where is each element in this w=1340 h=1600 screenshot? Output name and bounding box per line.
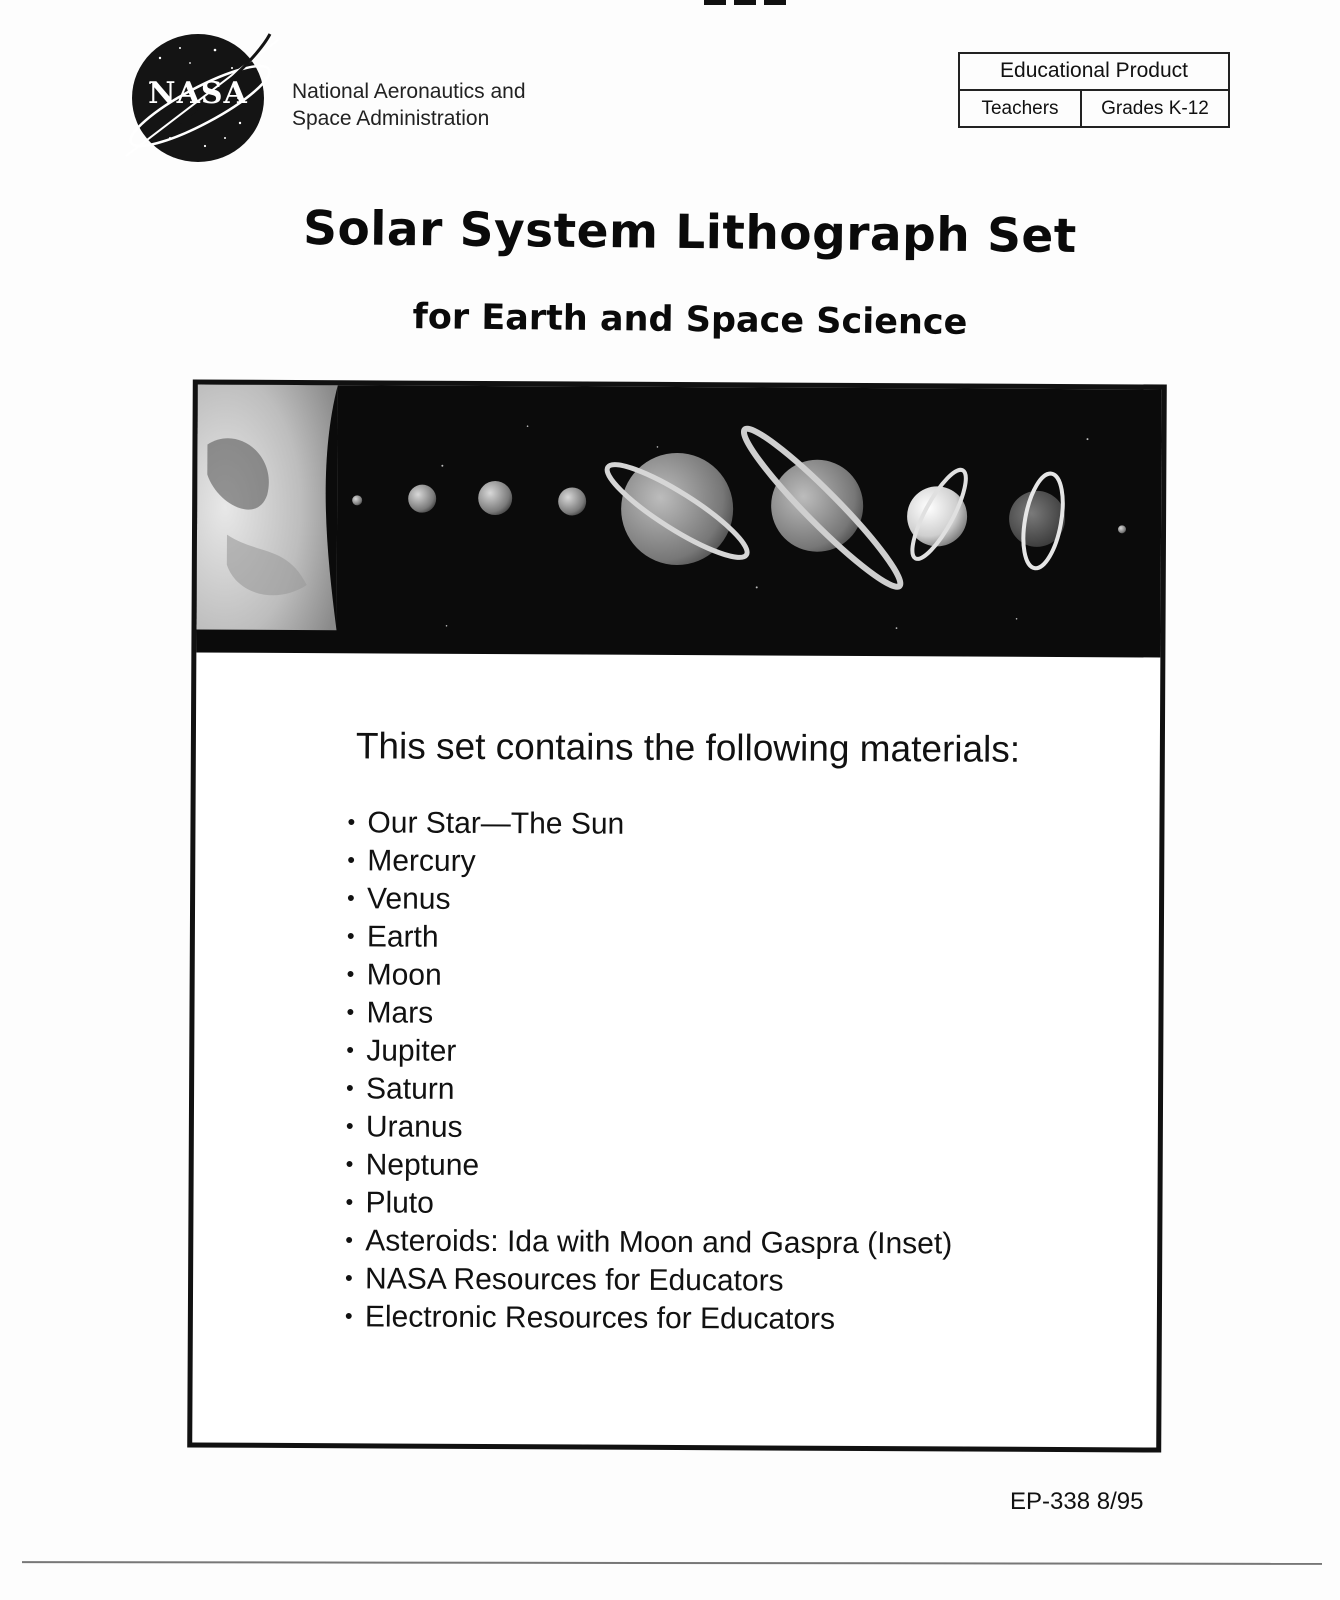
document-title: Solar System Lithograph Set xyxy=(302,200,1078,265)
list-item: • Mars xyxy=(346,993,953,1034)
list-item: • Our Star—The Sun xyxy=(347,803,954,844)
solar-system-planets-icon xyxy=(196,384,1161,657)
list-item: • Neptune xyxy=(346,1145,953,1186)
agency-line-2: Space Administration xyxy=(292,107,490,130)
materials-list xyxy=(345,803,955,1338)
list-item: • Pluto xyxy=(345,1183,952,1224)
document-subtitle: for Earth and Space Science xyxy=(412,297,968,343)
list-item: • Moon xyxy=(347,955,954,996)
materials-panel xyxy=(187,379,1167,1452)
solar-system-banner xyxy=(196,384,1161,657)
educational-product-box xyxy=(958,52,1230,128)
list-item: • Jupiter xyxy=(346,1031,953,1072)
logo-wordmark: NASA xyxy=(148,76,248,111)
materials-intro: This set contains the following materials: xyxy=(355,725,1021,770)
list-item: • Uranus xyxy=(346,1107,953,1148)
list-item: • Electronic Resources for Educators xyxy=(345,1297,952,1338)
agency-line-1: National Aeronautics and xyxy=(292,80,526,103)
list-item: • Asteroids: Ida with Moon and Gaspra (Inset) xyxy=(345,1221,952,1262)
list-item: • Mercury xyxy=(347,841,954,882)
bottom-rule-divider xyxy=(22,1561,1322,1565)
list-item: • Saturn xyxy=(346,1069,953,1110)
list-item: • Venus xyxy=(347,879,954,920)
top-edge-mark xyxy=(704,0,790,8)
publication-code: EP-338 8/95 xyxy=(1010,1488,1144,1515)
product-box-details xyxy=(960,91,1228,128)
grades-cell: Grades K-12 xyxy=(1101,98,1209,119)
list-item: • NASA Resources for Educators xyxy=(345,1259,952,1300)
product-box-heading: Educational Product xyxy=(960,54,1228,91)
list-item: • Earth xyxy=(347,917,954,958)
agency-name xyxy=(292,78,526,132)
audience-cell: Teachers xyxy=(960,91,1082,128)
nasa-logo-icon xyxy=(120,28,285,168)
